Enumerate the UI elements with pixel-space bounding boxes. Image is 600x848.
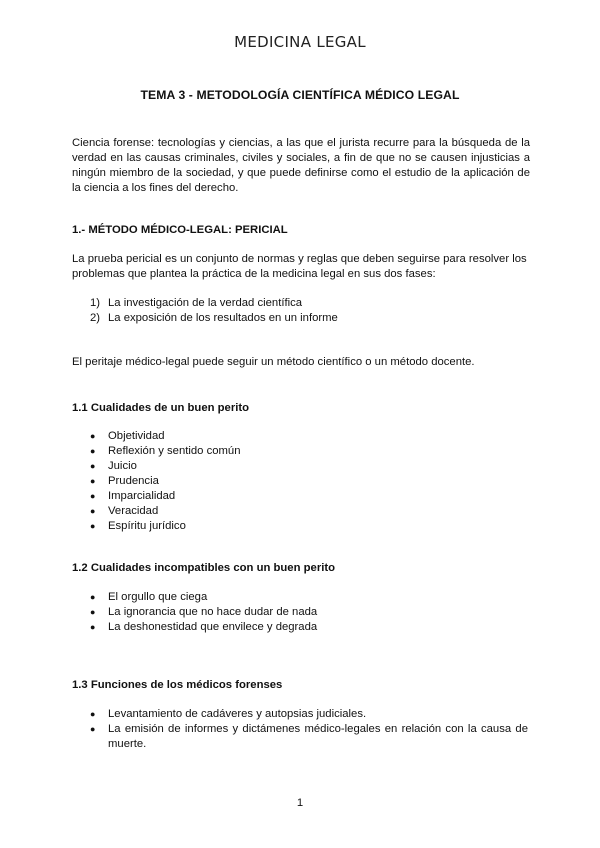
bullet-icon: ● xyxy=(90,476,96,486)
bullet-icon: ● xyxy=(90,709,96,719)
good-qualities-list xyxy=(90,429,530,534)
bullet-icon: ● xyxy=(90,592,96,602)
list-item xyxy=(90,429,530,444)
list-item xyxy=(90,504,530,519)
list-item xyxy=(90,620,530,635)
list-item-text: Levantamiento de cadáveres y autopsias judiciales. xyxy=(108,708,367,720)
list-item xyxy=(90,296,338,311)
list-item xyxy=(90,459,530,474)
section-1-1-heading: 1.1 Cualidades de un buen perito xyxy=(72,402,250,414)
list-item xyxy=(90,489,530,504)
list-item xyxy=(90,519,530,534)
list-item-text: Juicio xyxy=(108,460,137,472)
list-item-text: El orgullo que ciega xyxy=(108,591,208,603)
section-1-3-heading: 1.3 Funciones de los médicos forenses xyxy=(72,679,283,691)
forensic-functions-list xyxy=(90,707,530,752)
list-item xyxy=(90,311,338,326)
list-item-text: La emisión de informes y dictámenes médico-legales en relación con la causa de muerte. xyxy=(108,723,528,750)
list-item xyxy=(90,590,530,605)
list-number: 2) xyxy=(90,312,101,324)
list-item xyxy=(90,474,530,489)
page-number: 1 xyxy=(296,797,304,809)
bullet-icon: ● xyxy=(90,446,96,456)
bullet-icon: ● xyxy=(90,506,96,516)
document-title: TEMA 3 - METODOLOGÍA CIENTÍFICA MÉDICO LEGAL xyxy=(140,88,460,102)
list-item xyxy=(90,605,530,620)
list-item-text: La investigación de la verdad científica xyxy=(108,297,303,309)
list-item-text: Objetividad xyxy=(108,430,165,442)
list-item-text: La exposición de los resultados en un informe xyxy=(108,312,338,324)
list-item xyxy=(90,444,530,459)
list-item-text: Veracidad xyxy=(108,505,159,517)
list-item-text: Espíritu jurídico xyxy=(108,520,186,532)
list-item xyxy=(90,722,530,752)
list-item-text: Prudencia xyxy=(108,475,159,487)
intro-paragraph: Ciencia forense: tecnologías y ciencias, a las que el jurista recurre para la búsqueda de la verdad en las causas criminales, civiles y sociales, a fin de que no se causen injusticias a ningún miembro de la sociedad, y que puede definirse como el estudio de la aplicación de la ciencia a los fines del derecho. xyxy=(72,137,530,194)
list-item-text: La ignorancia que no hace dudar de nada xyxy=(108,606,318,618)
bullet-icon: ● xyxy=(90,622,96,632)
section-1-heading: 1.- MÉTODO MÉDICO-LEGAL: PERICIAL xyxy=(72,224,288,236)
bullet-icon: ● xyxy=(90,521,96,531)
bullet-icon: ● xyxy=(90,491,96,501)
bullet-icon: ● xyxy=(90,607,96,617)
header-title: MEDICINA LEGAL xyxy=(234,33,366,51)
phases-list xyxy=(90,296,338,326)
section-1-paragraph-2: El peritaje médico-legal puede seguir un método científico o un método docente. xyxy=(72,356,475,368)
bullet-icon: ● xyxy=(90,461,96,471)
list-item-text: Reflexión y sentido común xyxy=(108,445,241,457)
bad-qualities-list xyxy=(90,590,530,635)
list-number: 1) xyxy=(90,297,101,309)
section-1-2-heading: 1.2 Cualidades incompatibles con un buen perito xyxy=(72,562,336,574)
list-item xyxy=(90,707,530,722)
list-item-text: La deshonestidad que envilece y degrada xyxy=(108,621,318,633)
section-1-paragraph: La prueba pericial es un conjunto de normas y reglas que deben seguirse para resolver los problemas que plantea la práctica de la medicina legal en sus dos fases: xyxy=(72,253,527,280)
bullet-icon: ● xyxy=(90,724,96,734)
list-item-text: Imparcialidad xyxy=(108,490,176,502)
bullet-icon: ● xyxy=(90,431,96,441)
